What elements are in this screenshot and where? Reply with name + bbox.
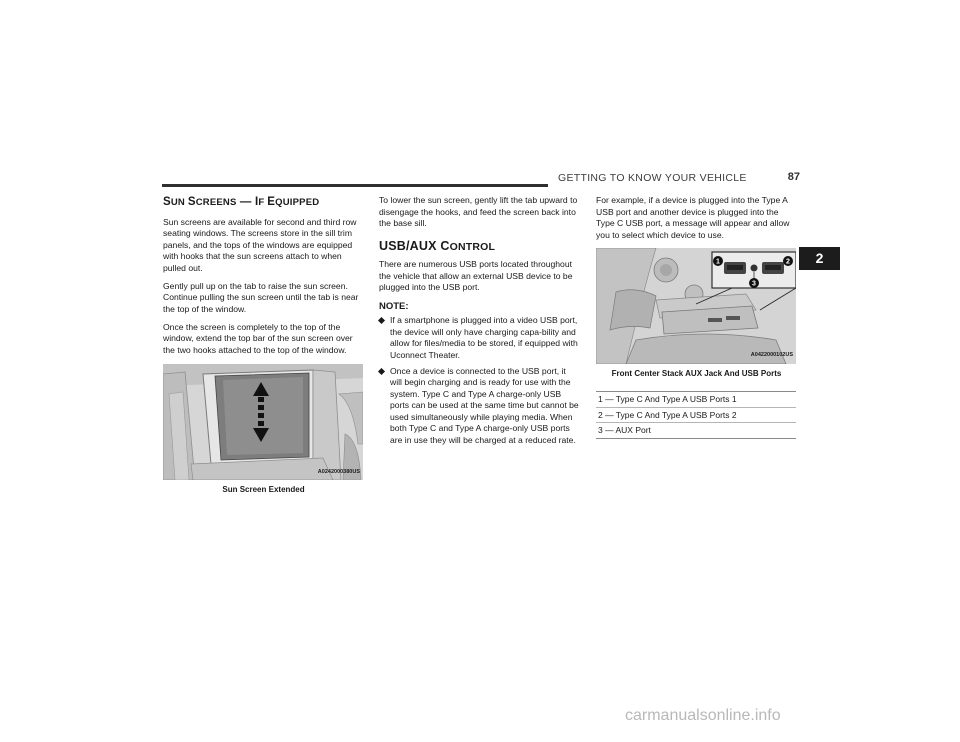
heading-usb-aux-control: USB/AUX CONTROL [379, 238, 496, 253]
callout-legend [596, 391, 796, 439]
page-header [162, 172, 800, 192]
figure-caption: Front Center Stack AUX Jack And USB Ports [611, 368, 782, 378]
watermark: carmanualsonline.info [625, 707, 781, 724]
sun-screen-illustration [163, 364, 363, 480]
sun-screen-drawing [163, 364, 363, 480]
header-rule [162, 184, 548, 187]
center-stack-drawing [596, 248, 796, 364]
note-list [379, 315, 580, 446]
paragraph: For example, if a device is plugged into the Type A USB port and another device is plugged into the Type C USB port, a message will appear and allow you to select which device to use. [596, 195, 790, 240]
figure-id: A0242000380US [317, 468, 360, 475]
usb-ports-illustration [596, 248, 796, 364]
page-number: 87 [787, 171, 800, 183]
chapter-tab[interactable]: 2 [799, 247, 840, 270]
figure-id: A0422000102US [750, 352, 793, 358]
callout-1: 1 [716, 258, 720, 265]
legend-row: 1 — Type C And Type A USB Ports 1 [596, 392, 796, 408]
legend-row: 2 — Type C And Type A USB Ports 2 [596, 408, 796, 424]
header-title: GETTING TO KNOW YOUR VEHICLE [558, 172, 747, 184]
list-item: Once a device is connected to the USB port, it will begin charging and is ready for use with the system. Type C and Type A charge-only USB ports can be used at the same time but cannot be used simultaneously while playing media. When both Type C and Type A charge-only USB ports are in use they will be charged at a reduced rate. [379, 366, 580, 447]
note-label: NOTE: [379, 300, 409, 312]
list-item: If a smartphone is plugged into a video USB port, the device will only have charging capa-bility and allow for files/media to be stored, if equipped with Uconnect Theater. [379, 315, 580, 361]
paragraph: Once the screen is completely to the top of the window, extend the top bar of the sun screen over the two hooks attached to the top of the window. [163, 321, 353, 355]
column-middle [379, 195, 580, 451]
callout-2: 2 [786, 258, 790, 265]
column-right [596, 195, 797, 439]
legend-row: 3 — AUX Port [596, 423, 796, 439]
paragraph: Sun screens are available for second and third row seating windows. The screens store in the sill trim panels, and the tops of the windows are equipped with hooks that the sun screens attach to when pulled out. [163, 216, 357, 273]
paragraph: There are numerous USB ports located throughout the vehicle that allow an external USB device to be plugged into the USB port. [379, 259, 573, 292]
callout-3: 3 [752, 280, 756, 287]
paragraph: To lower the sun screen, gently lift the tab upward to disengage the hooks, and feed the screen back into the base sill. [379, 195, 578, 228]
heading-sun-screens: SUN SCREENS — IF EQUIPPED [163, 196, 320, 208]
paragraph: Gently pull up on the tab to raise the sun screen. Continue pulling the sun screen until the tab is near the top of the window. [163, 280, 359, 314]
column-left [163, 195, 364, 496]
figure-caption: Sun Screen Extended [222, 485, 305, 494]
